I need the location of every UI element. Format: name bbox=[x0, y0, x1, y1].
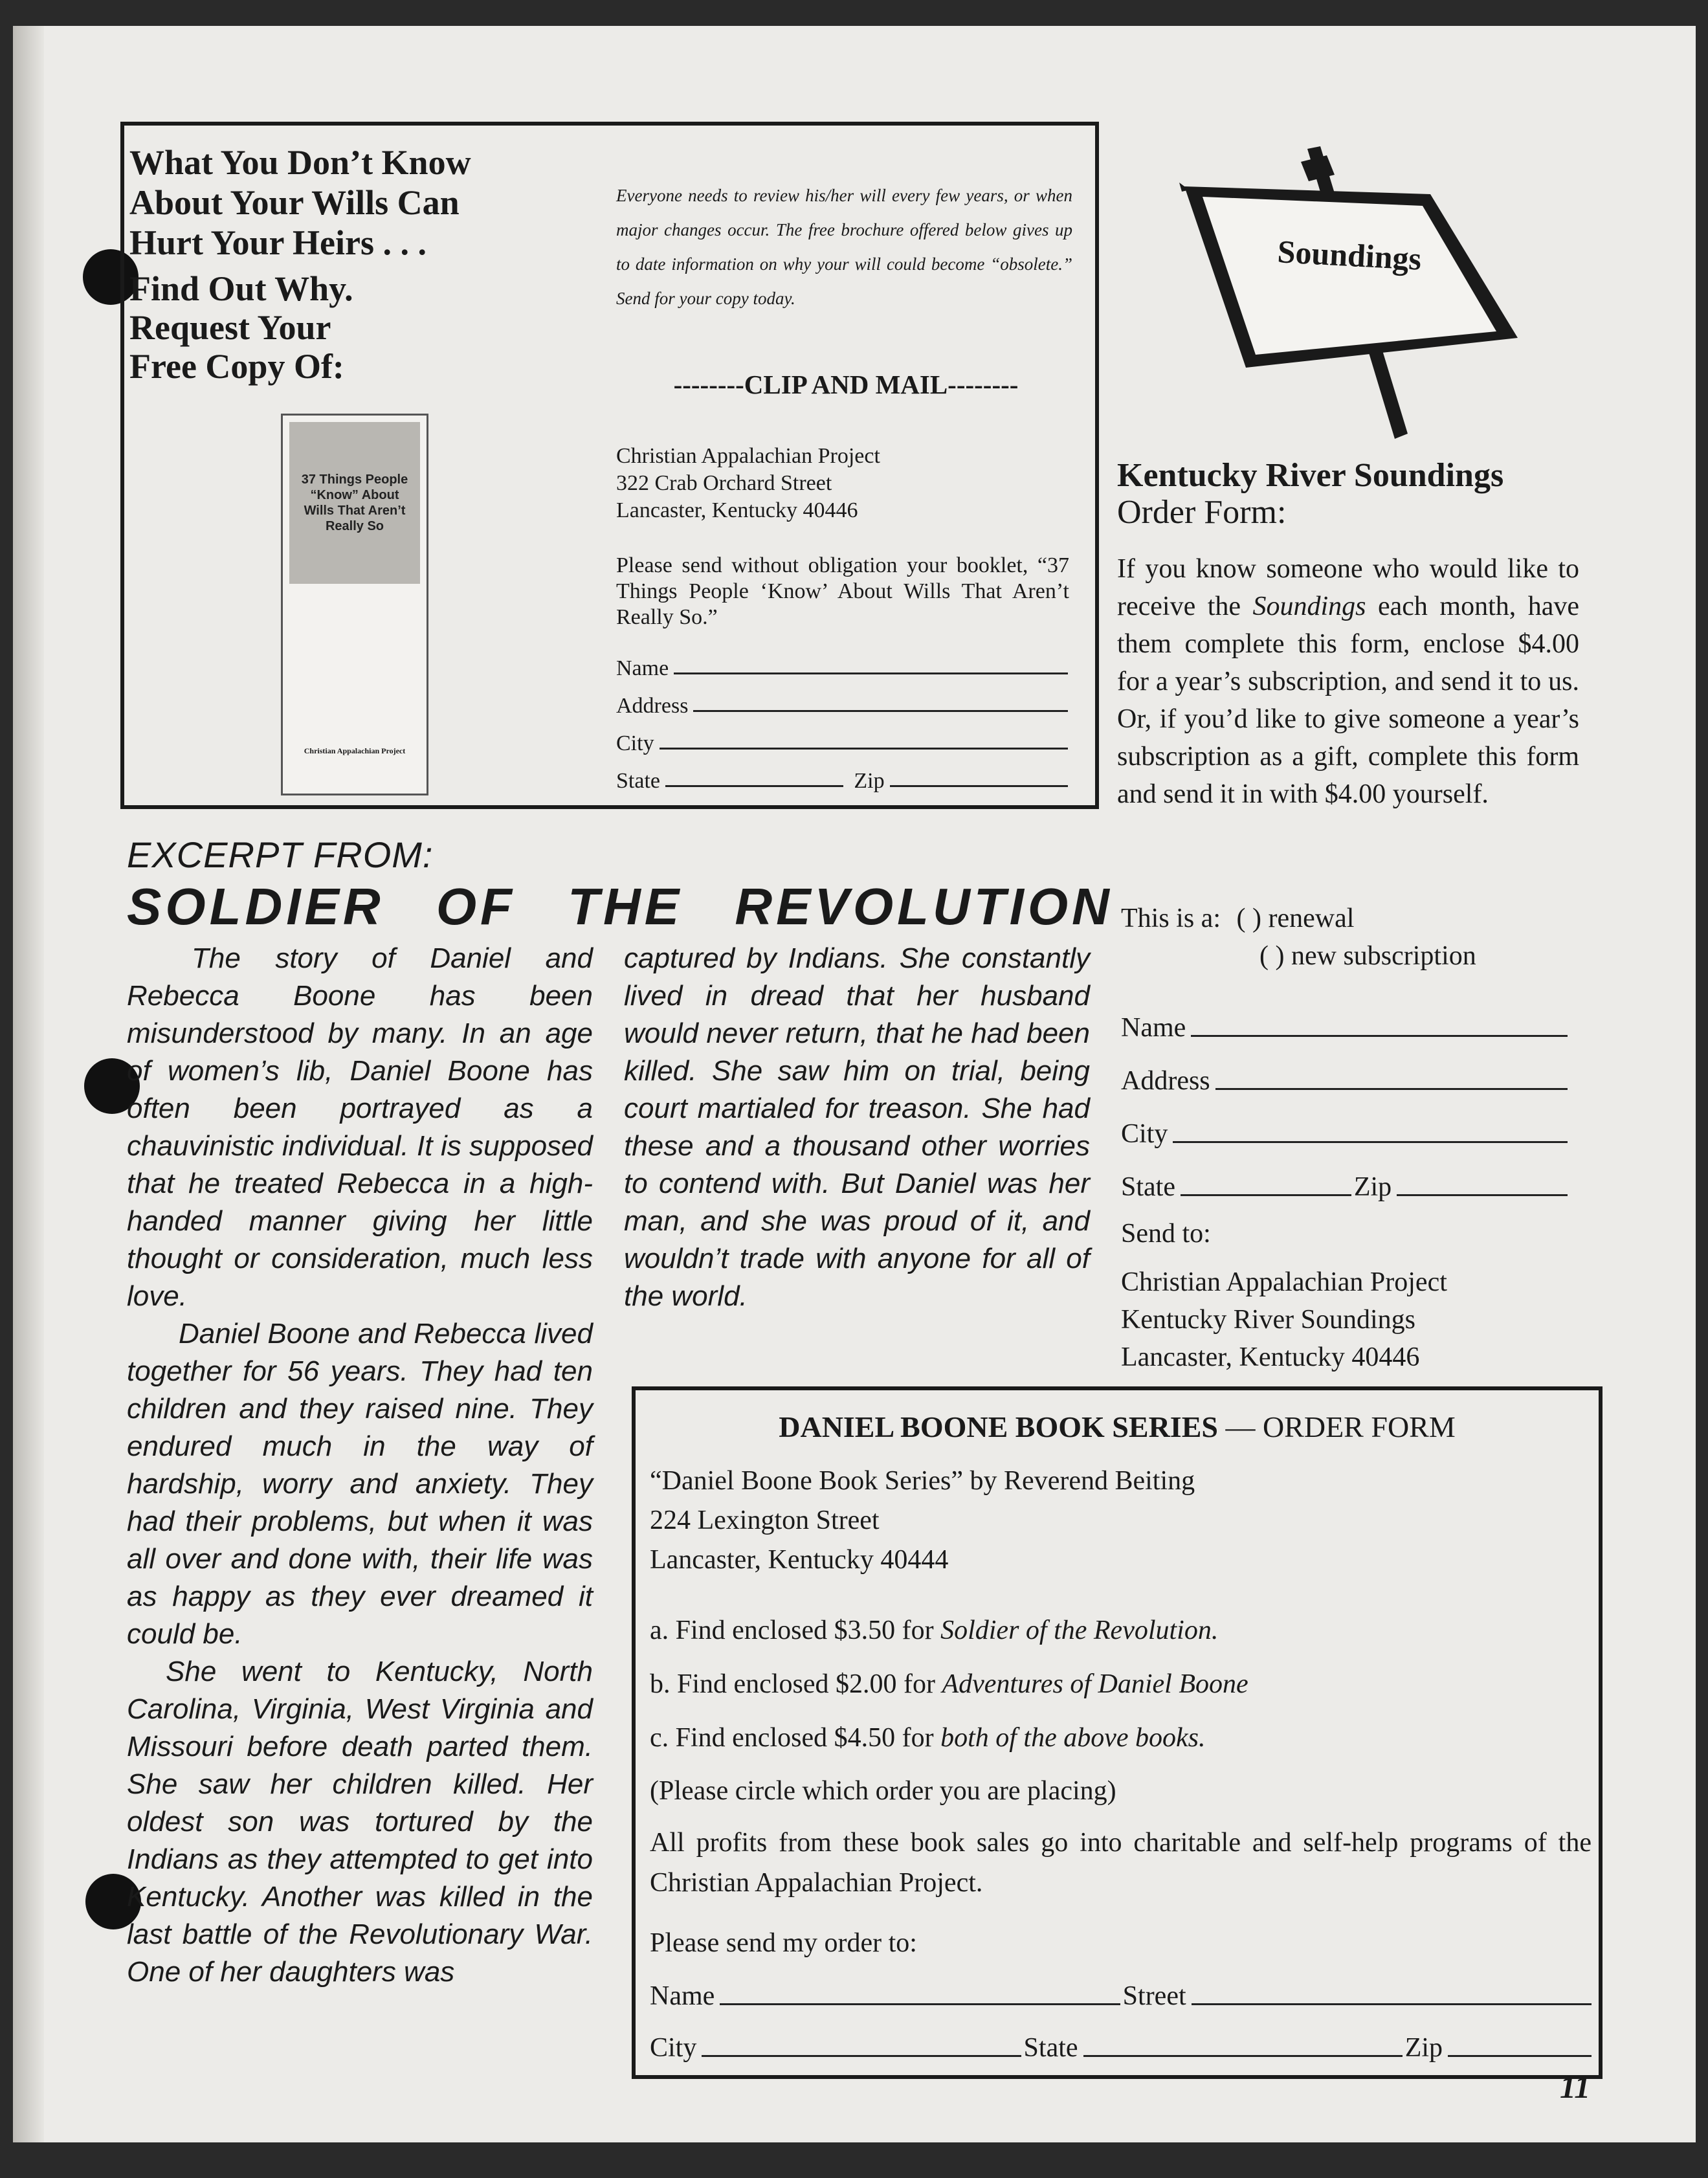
field-label: Street bbox=[1122, 1981, 1186, 2011]
title-bold: DANIEL BOONE BOOK SERIES bbox=[779, 1410, 1218, 1443]
subhead-line: Find Out Why. bbox=[129, 269, 353, 308]
book-series-address bbox=[650, 1461, 1195, 1580]
body-text: If you know someone who would like to receive the bbox=[1117, 554, 1579, 621]
clip-and-mail-heading: --------CLIP AND MAIL-------- bbox=[673, 370, 1019, 399]
book-series-box bbox=[632, 1386, 1603, 2079]
booklet-cover-title: 37 Things People “Know” About Wills That Aren’t Really So bbox=[301, 472, 408, 533]
option-text: a. Find enclosed $3.50 for bbox=[650, 1616, 941, 1645]
soundings-subtitle: Order Form: bbox=[1117, 494, 1287, 531]
field-rule bbox=[665, 785, 843, 787]
name-field[interactable] bbox=[1121, 990, 1568, 1043]
field-label: State bbox=[616, 769, 660, 793]
this-is-a-label: This is a: bbox=[1121, 904, 1221, 933]
renewal-option[interactable]: ( ) renewal bbox=[1236, 904, 1355, 933]
option-book-title: both of the above books. bbox=[940, 1723, 1206, 1753]
book-series-title bbox=[636, 1410, 1599, 1444]
city-field[interactable] bbox=[1121, 1096, 1568, 1150]
excerpt-column-1 bbox=[127, 940, 593, 1991]
address-field[interactable] bbox=[1121, 1043, 1568, 1096]
address-line: Christian Appalachian Project bbox=[616, 444, 880, 468]
address-line: Lancaster, Kentucky 40444 bbox=[650, 1545, 949, 1575]
field-label: Zip bbox=[854, 769, 885, 793]
booklet-cover-photo bbox=[289, 422, 420, 584]
option-text: b. Find enclosed $2.00 for bbox=[650, 1669, 942, 1699]
body-italic: Soundings bbox=[1252, 592, 1366, 621]
field-rule bbox=[1191, 1035, 1568, 1037]
address-line: Lancaster, Kentucky 40446 bbox=[616, 498, 858, 522]
field-label: State bbox=[1023, 2033, 1078, 2063]
name-street-field[interactable] bbox=[650, 1960, 1592, 2012]
address-line: “Daniel Boone Book Series” by Reverend Beiting bbox=[650, 1466, 1195, 1496]
book-option-b[interactable] bbox=[650, 1658, 1248, 1711]
field-label: Zip bbox=[1353, 1172, 1392, 1202]
option-text: c. Find enclosed $4.50 for bbox=[650, 1723, 941, 1753]
article-paragraph: She went to Kentucky, North Carolina, Virginia, West Virginia and Missouri before death parted them. She saw her children killed. Her oldest son was tortured by the Indians as they attempted to get into Kentucky. Another was killed in the last battle of the Revolutionary War. One of her daughters was bbox=[127, 1656, 593, 1988]
book-option-c[interactable] bbox=[650, 1711, 1248, 1765]
name-field[interactable] bbox=[616, 643, 1068, 681]
field-label: Name bbox=[1121, 1013, 1186, 1043]
wills-form-fields bbox=[616, 643, 1068, 794]
wills-subhead bbox=[129, 269, 353, 386]
field-rule bbox=[674, 672, 1068, 674]
address-line: Kentucky River Soundings bbox=[1121, 1305, 1415, 1335]
city-field[interactable] bbox=[616, 718, 1068, 756]
new-subscription-option[interactable]: ( ) new subscription bbox=[1259, 941, 1476, 971]
article-paragraph: The story of Daniel and Rebecca Boone has been misunderstood by many. In an age of women’s lib, Daniel Boone has often been portrayed as a chauvinistic individual. It is supposed that he treated Rebecca in a high-handed manner giving her little thought or consideration, much less love. bbox=[127, 942, 593, 1312]
send-to-address bbox=[1121, 1263, 1447, 1376]
excerpt-title: SOLDIER OF THE REVOLUTION bbox=[127, 878, 1113, 935]
state-zip-field[interactable] bbox=[1121, 1150, 1568, 1203]
page-number: 11 bbox=[1560, 2069, 1591, 2105]
field-label: Name bbox=[616, 656, 669, 680]
soundings-title: Kentucky River Soundings bbox=[1117, 457, 1504, 494]
circle-order-note: (Please circle which order you are placing) bbox=[650, 1776, 1116, 1806]
wills-headline bbox=[129, 142, 471, 263]
field-rule bbox=[1192, 2003, 1592, 2005]
field-rule bbox=[720, 2003, 1120, 2005]
field-label: State bbox=[1121, 1172, 1175, 1202]
article-paragraph: captured by Indians. She constantly lived in dread that her husband would never return, that he had been killed. She saw him on trial, being court martialed for treason. She had these and a thousand other worries to contend with. But Daniel was her man, and she was proud of it, and wouldn’t trade with anyone for all of the world. bbox=[624, 942, 1090, 1312]
wills-intro: Everyone needs to review his/her will every few years, or when major changes occur. The free brochure offered below gives up to date information on why your will could become “obsolete.” Send for your copy today. bbox=[616, 186, 1072, 308]
field-label: City bbox=[616, 731, 654, 755]
book-option-a[interactable] bbox=[650, 1604, 1248, 1658]
send-to-label: Send to: bbox=[1121, 1219, 1211, 1249]
excerpt-column-2 bbox=[624, 940, 1090, 1315]
field-rule bbox=[1448, 2055, 1592, 2057]
wills-mail-address bbox=[616, 443, 880, 524]
booklet-request-text: Please send without obligation your booklet, “37 Things People ‘Know’ About Wills That Aren’t Really So.” bbox=[616, 553, 1069, 629]
binding-edge bbox=[13, 26, 44, 2142]
address-line: 224 Lexington Street bbox=[650, 1506, 880, 1535]
excerpt-kicker: EXCERPT FROM: bbox=[127, 834, 434, 875]
soundings-form-fields bbox=[1121, 990, 1568, 1203]
signpost-illustration bbox=[1171, 129, 1534, 466]
headline-line: Hurt Your Heirs . . . bbox=[129, 223, 427, 262]
field-label: Address bbox=[616, 694, 689, 718]
sign-label: Soundings bbox=[1276, 233, 1423, 277]
address-field[interactable] bbox=[616, 681, 1068, 718]
subhead-line: Request Your bbox=[129, 308, 331, 347]
title-rest: — ORDER FORM bbox=[1217, 1410, 1456, 1443]
field-rule bbox=[660, 748, 1068, 750]
option-book-title: Adventures of Daniel Boone bbox=[942, 1669, 1248, 1699]
headline-line: What You Don’t Know bbox=[129, 143, 471, 182]
field-rule bbox=[1083, 2055, 1403, 2057]
state-zip-field[interactable] bbox=[616, 756, 1068, 794]
wills-ad-box bbox=[120, 122, 1099, 809]
option-book-title: Soldier of the Revolution. bbox=[940, 1616, 1219, 1645]
booklet-cover-image bbox=[281, 414, 428, 795]
field-rule bbox=[1181, 1194, 1351, 1196]
field-rule bbox=[693, 710, 1068, 712]
subscription-type bbox=[1121, 900, 1476, 975]
send-order-label: Please send my order to: bbox=[650, 1928, 917, 1958]
field-rule bbox=[1173, 1141, 1568, 1143]
magazine-page bbox=[13, 26, 1696, 2142]
headline-line: About Your Wills Can bbox=[129, 183, 460, 222]
subhead-line: Free Copy Of: bbox=[129, 347, 344, 386]
field-rule bbox=[890, 785, 1068, 787]
field-label: Name bbox=[650, 1981, 715, 2011]
field-rule bbox=[1215, 1088, 1568, 1090]
field-label: City bbox=[650, 2033, 697, 2063]
address-line: 322 Crab Orchard Street bbox=[616, 471, 832, 495]
address-line: Lancaster, Kentucky 40446 bbox=[1121, 1342, 1420, 1372]
article-paragraph: Daniel Boone and Rebecca lived together for 56 years. They had ten children and they raised nine. They endured much in the way of hardship, worry and anxiety. They had their problems, but when it was all over and done with, their life was as happy as they ever dreamed it could be. bbox=[127, 1318, 593, 1650]
book-options bbox=[650, 1604, 1248, 1765]
soundings-body bbox=[1117, 550, 1579, 813]
field-label: Address bbox=[1121, 1066, 1210, 1096]
address-line: Christian Appalachian Project bbox=[1121, 1267, 1447, 1297]
profits-note: All profits from these book sales go into charitable and self-help programs of the Christian Appalachian Project. bbox=[650, 1828, 1592, 1898]
booklet-publisher: Christian Appalachian Project bbox=[304, 746, 406, 755]
field-rule bbox=[1397, 1194, 1568, 1196]
book-order-fields bbox=[650, 1960, 1592, 2063]
body-text: each month, have them complete this form, enclose $4.00 for a year’s subscription, and send it to us. Or, if you’d like to give someone a year’s subscription as a gift, complete this form and send it in with $4.00 yourself. bbox=[1117, 592, 1579, 809]
city-state-zip-field[interactable] bbox=[650, 2012, 1592, 2063]
field-label: City bbox=[1121, 1119, 1168, 1149]
field-rule bbox=[702, 2055, 1021, 2057]
field-label: Zip bbox=[1404, 2033, 1443, 2063]
